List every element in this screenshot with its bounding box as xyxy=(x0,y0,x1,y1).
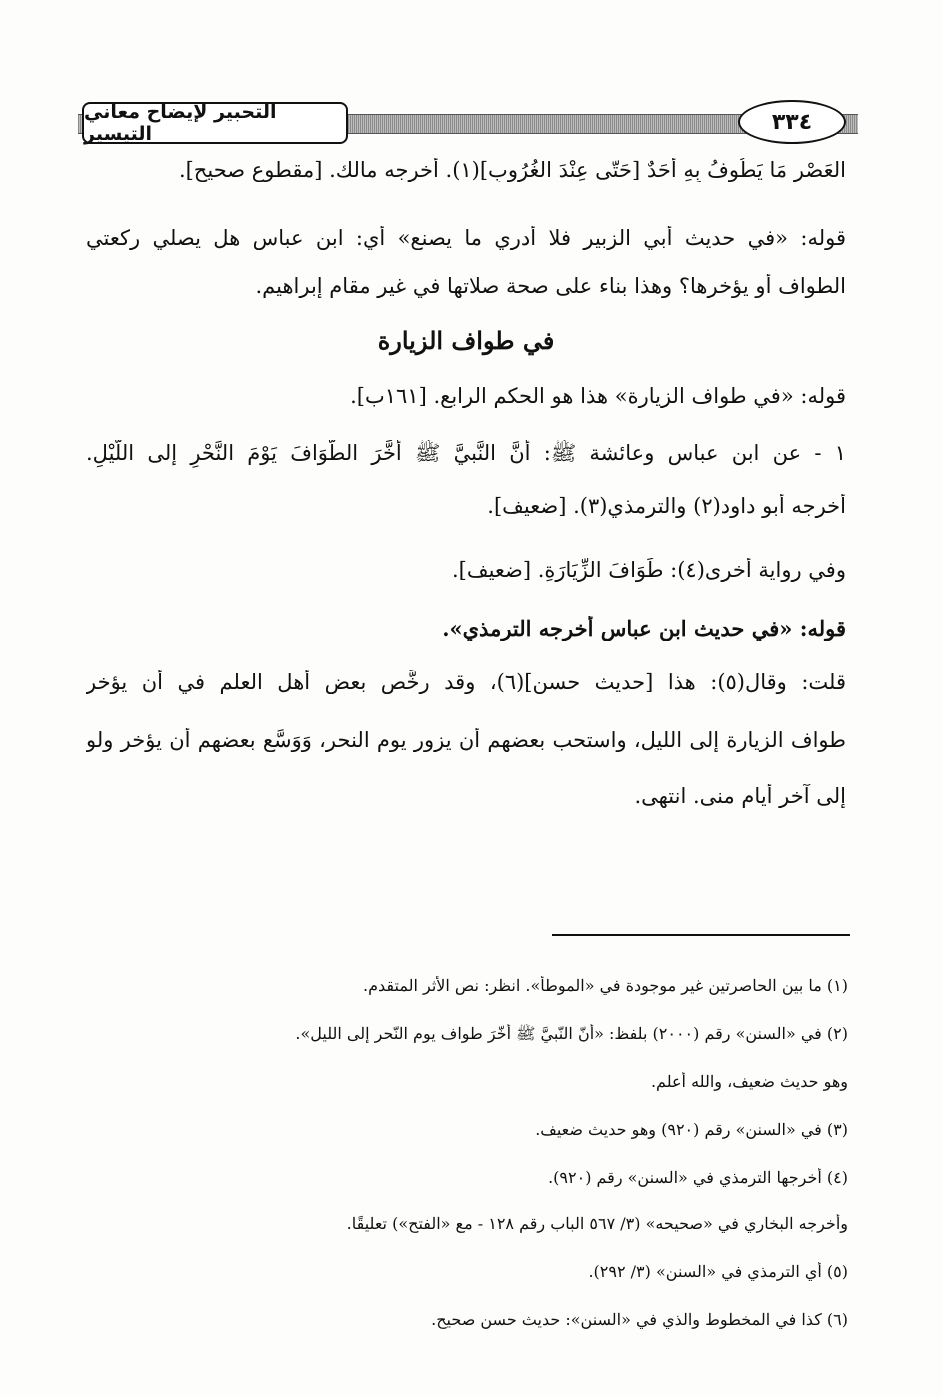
paragraph-2-line-1: قوله: «في حديث أبي الزبير فلا أدري ما يصنع» أي: ابن عباس هل يصلي ركعتي xyxy=(86,226,846,250)
page-number: ٣٣٤ xyxy=(738,100,846,144)
hadith-1-line-2: أخرجه أبو داود(٢) والترمذي(٣). [ضعيف]. xyxy=(487,494,846,518)
paragraph-6: قوله: «في حديث ابن عباس أخرجه الترمذي». xyxy=(442,616,846,641)
footnote-6: (٦) كذا في المخطوط والذي في «السنن»: حديث حسن صحيح. xyxy=(431,1310,848,1329)
footnote-4-continued: وأخرجه البخاري في «صحيحه» (٣/ ٥٦٧ الباب رقم ١٢٨ - مع «الفتح») تعليقًا. xyxy=(346,1214,848,1233)
footnote-5: (٥) أي الترمذي في «السنن» (٣/ ٢٩٢). xyxy=(588,1262,848,1281)
footnote-2-continued: وهو حديث ضعيف، والله أعلم. xyxy=(650,1072,848,1091)
footnote-4: (٤) أخرجها الترمذي في «السنن» رقم (٩٢٠). xyxy=(548,1168,848,1187)
paragraph-7-line-3: إلى آخر أيام منى. انتهى. xyxy=(634,784,846,808)
footnote-separator xyxy=(552,934,850,936)
section-heading: في طواف الزيارة xyxy=(377,326,555,355)
footnote-1: (١) ما بين الحاصرتين غير موجودة في «الموطأ». انظر: نص الأثر المتقدم. xyxy=(363,976,848,995)
paragraph-5: وفي رواية أخرى(٤): طَوَافَ الزِّيَارَةِ. [ضعيف]. xyxy=(451,558,846,582)
running-header xyxy=(78,100,858,144)
book-title: التحبير لإيضاح معاني التيسير xyxy=(82,102,348,144)
hadith-1-line-1: ١ - عن ابن عباس وعائشة ﷺ: أَنَّ النَّبيَّ ﷺ أَخَّرَ الطَّوَافَ يَوْمَ النَّحْرِ إلى اللَّيْلِ. xyxy=(86,441,846,465)
body-line-1: العَصْرِ مَا يَطُوفُ بِهِ أَحَدٌ [حَتّى عِنْدَ الغُرُوبِ](١). أخرجه مالك. [مقطوع صحيح]. xyxy=(178,158,846,182)
paragraph-7-line-1: قلت: وقال(٥): هذا [حديث حسن](٦)، وقد رخَّص بعض أهل العلم في أن يؤخر xyxy=(86,670,846,694)
paragraph-7-line-2: طواف الزيارة إلى الليل، واستحب بعضهم أن يزور يوم النحر، وَوَسَّع بعضهم أن يؤخر ولو xyxy=(86,728,846,752)
footnote-3: (٣) في «السنن» رقم (٩٢٠) وهو حديث ضعيف. xyxy=(535,1120,848,1139)
paragraph-3: قوله: «في طواف الزيارة» هذا هو الحكم الرابع. [١٦١ب]. xyxy=(350,384,846,408)
paragraph-2-line-2: الطواف أو يؤخرها؟ وهذا بناء على صحة صلاتها في غير مقام إبراهيم. xyxy=(255,274,846,298)
footnote-2: (٢) في «السنن» رقم (٢٠٠٠) بلفظ: «أنّ النّبيَّ ﷺ أخّرَ طواف يوم النّحر إلى الليل». xyxy=(295,1024,848,1043)
